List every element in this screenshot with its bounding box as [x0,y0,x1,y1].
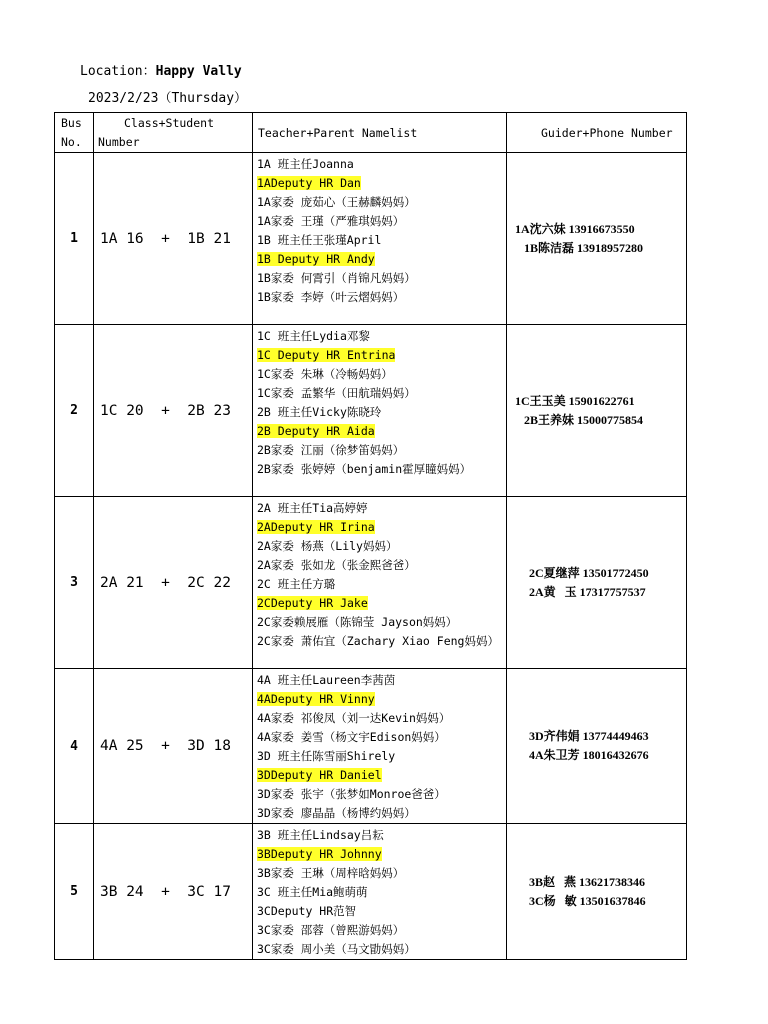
name-entry [257,575,503,594]
name-text: 3D家委 廖晶晶（杨博约妈妈） [257,806,416,820]
name-text: 2C 班主任方璐 [257,577,336,591]
name-text: 2B Deputy HR Aida [257,424,375,438]
bus-number: 4 [55,669,94,824]
name-entry [257,231,503,250]
bus-schedule-table [54,112,687,960]
name-text: 1B Deputy HR Andy [257,252,375,266]
table-row [55,669,687,824]
class-student-count: 3B 24 + 3C 17 [94,824,253,960]
name-text: 3B 班主任Lindsay吕耘 [257,828,384,842]
name-entry [257,269,503,288]
name-text: 1B 班主任王张瑾April [257,233,382,247]
deputy-hr-entry [257,766,503,785]
table-row [55,153,687,325]
name-text: 1B家委 李婷（叶云熠妈妈） [257,290,405,304]
name-entry [257,155,503,174]
bus-number: 5 [55,824,94,960]
guider-entry: 2A黄 玉 17317757537 [529,584,646,599]
name-entry [257,365,503,384]
name-entry [257,441,503,460]
deputy-hr-entry [257,174,503,193]
guider-phone-list [507,824,687,960]
name-text: 1C Deputy HR Entrina [257,348,396,362]
guider-phone-list [507,497,687,669]
deputy-hr-entry [257,346,503,365]
guider-entry: 3D齐伟娟 13774449463 [529,729,649,743]
header-class-student: Class+Student Number [94,113,253,153]
name-entry [257,460,503,479]
class-student-count: 2A 21 + 2C 22 [94,497,253,669]
class-student-count: 1A 16 + 1B 21 [94,153,253,325]
name-entry [257,804,503,823]
name-entry [257,671,503,690]
guider-entry: 2B王养妹 15000775854 [515,412,644,427]
name-entry [257,785,503,804]
teacher-parent-list [253,325,507,497]
guider-phone-list [507,153,687,325]
name-text: 2B 班主任Vicky陈晓玲 [257,405,382,419]
name-entry [257,921,503,940]
name-entry [257,747,503,766]
name-entry [257,403,503,422]
name-entry [257,193,503,212]
deputy-hr-entry [257,518,503,537]
table-row [55,824,687,960]
table-header-row [55,113,687,153]
name-entry [257,940,503,959]
header-guider-phone: Guider+Phone Number [507,113,687,153]
name-text: 3B家委 王琳（周梓晗妈妈） [257,866,405,880]
name-entry [257,327,503,346]
name-text: 3C家委 邵蓉（曾熙游妈妈） [257,923,405,937]
name-text: 2A家委 杨燕（Lily妈妈） [257,539,398,553]
deputy-hr-entry [257,594,503,613]
name-text: 4A 班主任Laureen李茜茵 [257,673,396,687]
guider-phone-list [507,325,687,497]
teacher-parent-list [253,669,507,824]
name-entry [257,556,503,575]
name-text: 2ADeputy HR Irina [257,520,375,534]
name-text: 1A家委 庞茹心（王赫麟妈妈） [257,195,416,209]
name-entry [257,728,503,747]
name-text: 2CDeputy HR Jake [257,596,368,610]
name-text: 3D家委 张宇（张梦如Monroe爸爸） [257,787,446,801]
guider-entry: 1B陈洁磊 13918957280 [515,240,644,255]
name-entry [257,288,503,307]
deputy-hr-entry [257,422,503,441]
name-text: 3C家委 周小美（马文勖妈妈） [257,942,416,956]
name-text: 2A 班主任Tia高婷婷 [257,501,368,515]
location-label: Location： [80,64,156,79]
class-student-count: 1C 20 + 2B 23 [94,325,253,497]
name-text: 1A家委 王瑾（严雅琪妈妈） [257,214,405,228]
name-text: 4ADeputy HR Vinny [257,692,375,706]
name-text: 1C家委 朱琳（冷畅妈妈） [257,367,393,381]
bus-number: 1 [55,153,94,325]
name-text: 2C家委 萧佑宜（Zachary Xiao Feng妈妈） [257,634,499,648]
guider-entry: 4A朱卫芳 18016432676 [529,748,649,762]
name-entry [257,212,503,231]
guider-entry: 3B赵 燕 13621738346 [529,874,646,889]
name-entry [257,826,503,845]
name-text: 2C家委赖展雁（陈锦莹 Jayson妈妈） [257,615,458,629]
name-entry [257,864,503,883]
name-text: 2B家委 张婷婷（benjamin霍厚瞳妈妈） [257,462,472,476]
guider-entry: 2C夏继萍 13501772450 [529,565,649,580]
header-bus-no: Bus No. [55,113,94,153]
name-text: 3D 班主任陈雪丽Shirely [257,749,396,763]
name-text: 4A家委 姜雪（杨文宇Edison妈妈） [257,730,446,744]
name-entry [257,902,503,921]
teacher-parent-list [253,497,507,669]
name-entry [257,613,503,632]
location-value: Happy Vally [155,64,242,79]
name-entry [257,384,503,403]
guider-entry: 1C王玉美 15901622761 [515,393,635,408]
name-text: 4A家委 祁俊凤（刘一达Kevin妈妈） [257,711,451,725]
guider-phone-list [507,669,687,824]
name-entry [257,632,503,651]
name-text: 1ADeputy HR Dan [257,176,361,190]
table-row [55,325,687,497]
name-text: 1B家委 何霄引（肖锦凡妈妈） [257,271,416,285]
table-row [55,497,687,669]
bus-number: 3 [55,497,94,669]
name-text: 1A 班主任Joanna [257,157,354,171]
name-text: 3C 班主任Mia鲍萌萌 [257,885,368,899]
teacher-parent-list [253,153,507,325]
trip-date: 2023/2/23（Thursday） [88,91,248,106]
name-text: 1C家委 孟繁华（田航瑞妈妈） [257,386,416,400]
name-text: 2A家委 张如龙（张金熙爸爸） [257,558,416,572]
deputy-hr-entry [257,845,503,864]
name-entry [257,883,503,902]
name-text: 2B家委 江丽（徐梦笛妈妈） [257,443,405,457]
name-text: 3DDeputy HR Daniel [257,768,382,782]
name-text: 3CDeputy HR范智 [257,904,357,918]
deputy-hr-entry [257,690,503,709]
teacher-parent-list [253,824,507,960]
name-entry [257,499,503,518]
name-text: 1C 班主任Lydia邓黎 [257,329,370,343]
location-line [80,60,242,79]
name-entry [257,537,503,556]
header-teacher-parent: Teacher+Parent Namelist [253,113,507,153]
guider-entry: 1A沈六妹 13916673550 [515,221,635,236]
bus-number: 2 [55,325,94,497]
name-text: 3BDeputy HR Johnny [257,847,382,861]
deputy-hr-entry [257,250,503,269]
class-student-count: 4A 25 + 3D 18 [94,669,253,824]
guider-entry: 3C杨 敏 13501637846 [529,893,646,908]
name-entry [257,709,503,728]
